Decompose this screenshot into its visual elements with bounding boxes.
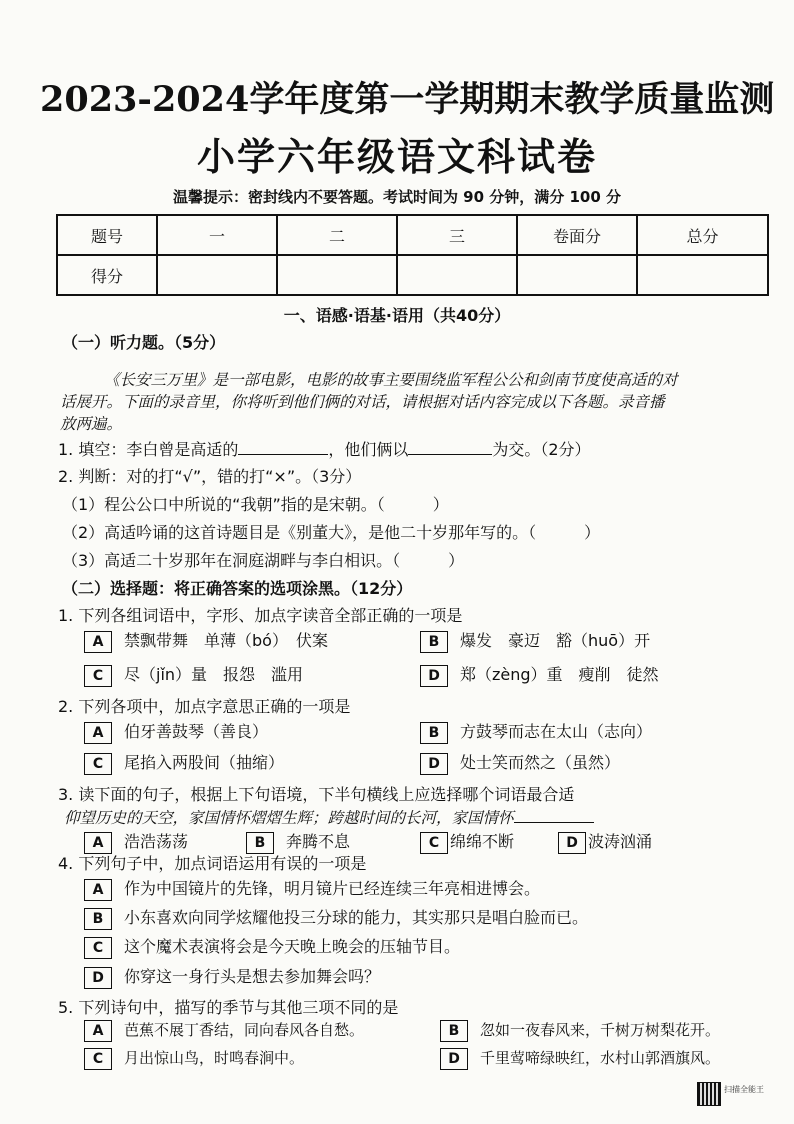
mcq-1-option-d[interactable]: D 郑（zèng）重 瘦削 徒然: [420, 662, 659, 687]
listening-q2-3: （3）高适二十岁那年在洞庭湖畔与李白相识。（ ）: [62, 551, 465, 570]
mcq-3-stem: 3. 读下面的句子，根据上下句语境，下半句横线上应选择哪个词语最合适: [58, 785, 575, 804]
mcq-2-option-a[interactable]: A 伯牙善鼓琴（善良）: [84, 719, 268, 744]
intro-text: 话展开。下面的录音里，你将听到他们俩的对话，请根据对话内容完成以下各题。录音播: [60, 393, 665, 411]
mcq-2-option-b[interactable]: B 方鼓琴而志在太山（志向）: [420, 719, 652, 744]
score-cell[interactable]: [157, 255, 277, 295]
score-cell[interactable]: [277, 255, 397, 295]
mcq-4-option-c[interactable]: C 这个魔术表演将会是今天晚上晚会的压轴节目。: [84, 934, 460, 959]
mcq-5-stem: 5. 下列诗句中，描写的季节与其他三项不同的是: [58, 998, 399, 1017]
listening-q2-1: （1）程公公口中所说的“我朝”指的是宋朝。（ ）: [62, 495, 449, 514]
mcq-2-option-d[interactable]: D 处士笑而然之（虽然）: [420, 750, 620, 775]
part2-title: （二）选择题：将正确答案的选项涂黑。（12分）: [62, 579, 413, 598]
listening-q1: [58, 437, 591, 460]
mcq-4-stem: 4. 下列句子中，加点词语运用有误的一项是: [58, 854, 367, 873]
score-header-cell: 二: [277, 215, 397, 255]
listening-q2: 2. 判断：对的打“√”，错的打“×”。（3分）: [58, 467, 362, 486]
score-header-cell: 一: [157, 215, 277, 255]
q1-text-c: 为交。（2分）: [492, 440, 591, 459]
score-header-cell: 三: [397, 215, 517, 255]
score-cell[interactable]: [637, 255, 768, 295]
mcq-2-stem: 2. 下列各项中，加点字意思正确的一项是: [58, 697, 351, 716]
score-header-cell: 题号: [57, 215, 157, 255]
score-header-cell: 卷面分: [517, 215, 637, 255]
mcq-3-sentence: 仰望历史的天空，家国情怀熠熠生辉；跨越时间的长河，家国情怀: [64, 806, 594, 828]
exam-subtitle: 小学六年级语文科试卷: [196, 134, 597, 179]
mcq-3-option-c[interactable]: C 绵绵不断: [420, 829, 514, 854]
q1-text-a: 1. 填空：李白曾是高适的: [58, 440, 239, 459]
score-cell[interactable]: [397, 255, 517, 295]
score-cell[interactable]: [517, 255, 637, 295]
answer-blank[interactable]: [514, 808, 594, 823]
mcq-3-option-d[interactable]: D 波涛汹涌: [558, 829, 652, 854]
mcq-1-stem: 1. 下列各组词语中，字形、加点字读音全部正确的一项是: [58, 606, 463, 625]
intro-text: 《长安三万里》是一部电影，电影的故事主要围绕监军程公公和剑南节度使高适的对: [104, 371, 678, 389]
mcq-2-option-c[interactable]: C 尾掐入两股间（抽缩）: [84, 750, 284, 775]
score-header-cell: 总分: [637, 215, 768, 255]
mcq-4-option-b[interactable]: B 小东喜欢向同学炫耀他投三分球的能力，其实那只是唱白脸而已。: [84, 905, 588, 930]
mcq-5-option-d[interactable]: D 千里莺啼绿映红，水村山郭酒旗风。: [440, 1047, 720, 1070]
answer-blank[interactable]: [238, 440, 328, 455]
mcq-3-option-a[interactable]: A 浩浩荡荡: [84, 829, 188, 854]
part1-title: （一）听力题。（5分）: [62, 333, 226, 352]
q1-text-b: ，他们俩以: [328, 440, 409, 459]
section-title: 一、语感·语基·语用（共40分）: [283, 306, 511, 325]
mcq-1-option-a[interactable]: A 禁飘带舞 单薄（bó） 伏案: [84, 628, 328, 653]
scanner-watermark: 扫描全能王: [724, 1085, 764, 1094]
mcq-4-option-d[interactable]: D 你穿这一身行头是想去参加舞会吗？: [84, 964, 380, 989]
score-row-label: 得分: [57, 255, 157, 295]
mcq-3-option-b[interactable]: B 奔腾不息: [246, 829, 350, 854]
exam-title: 2023-2024学年度第一学期期末教学质量监测: [40, 79, 775, 120]
listening-q2-2: （2）高适吟诵的这首诗题目是《别董大》，是他二十岁那年写的。（ ）: [62, 523, 601, 542]
mcq-5-option-a[interactable]: A 芭蕉不展丁香结，同向春风各自愁。: [84, 1019, 364, 1042]
exam-tip: 温馨提示：密封线内不要答题。考试时间为 90 分钟，满分 100 分: [172, 188, 622, 206]
mcq-4-option-a[interactable]: A 作为中国镜片的先锋，明月镜片已经连续三年亮相进博会。: [84, 876, 540, 901]
mcq-5-option-c[interactable]: C 月出惊山鸟，时鸣春涧中。: [84, 1047, 304, 1070]
score-table-header-row: [57, 215, 768, 255]
mcq-1-option-b[interactable]: B 爆发 豪迈 豁（huō）开: [420, 628, 650, 653]
mcq-5-option-b[interactable]: B 忽如一夜春风来，千树万树梨花开。: [440, 1019, 720, 1042]
score-table: [56, 214, 769, 296]
mcq-1-option-c[interactable]: C 尽（jǐn）量 报怨 滥用: [84, 662, 303, 687]
answer-blank[interactable]: [408, 440, 492, 455]
intro-text: 放两遍。: [60, 415, 123, 433]
qr-code-icon: [697, 1082, 721, 1106]
score-table-score-row: [57, 255, 768, 295]
